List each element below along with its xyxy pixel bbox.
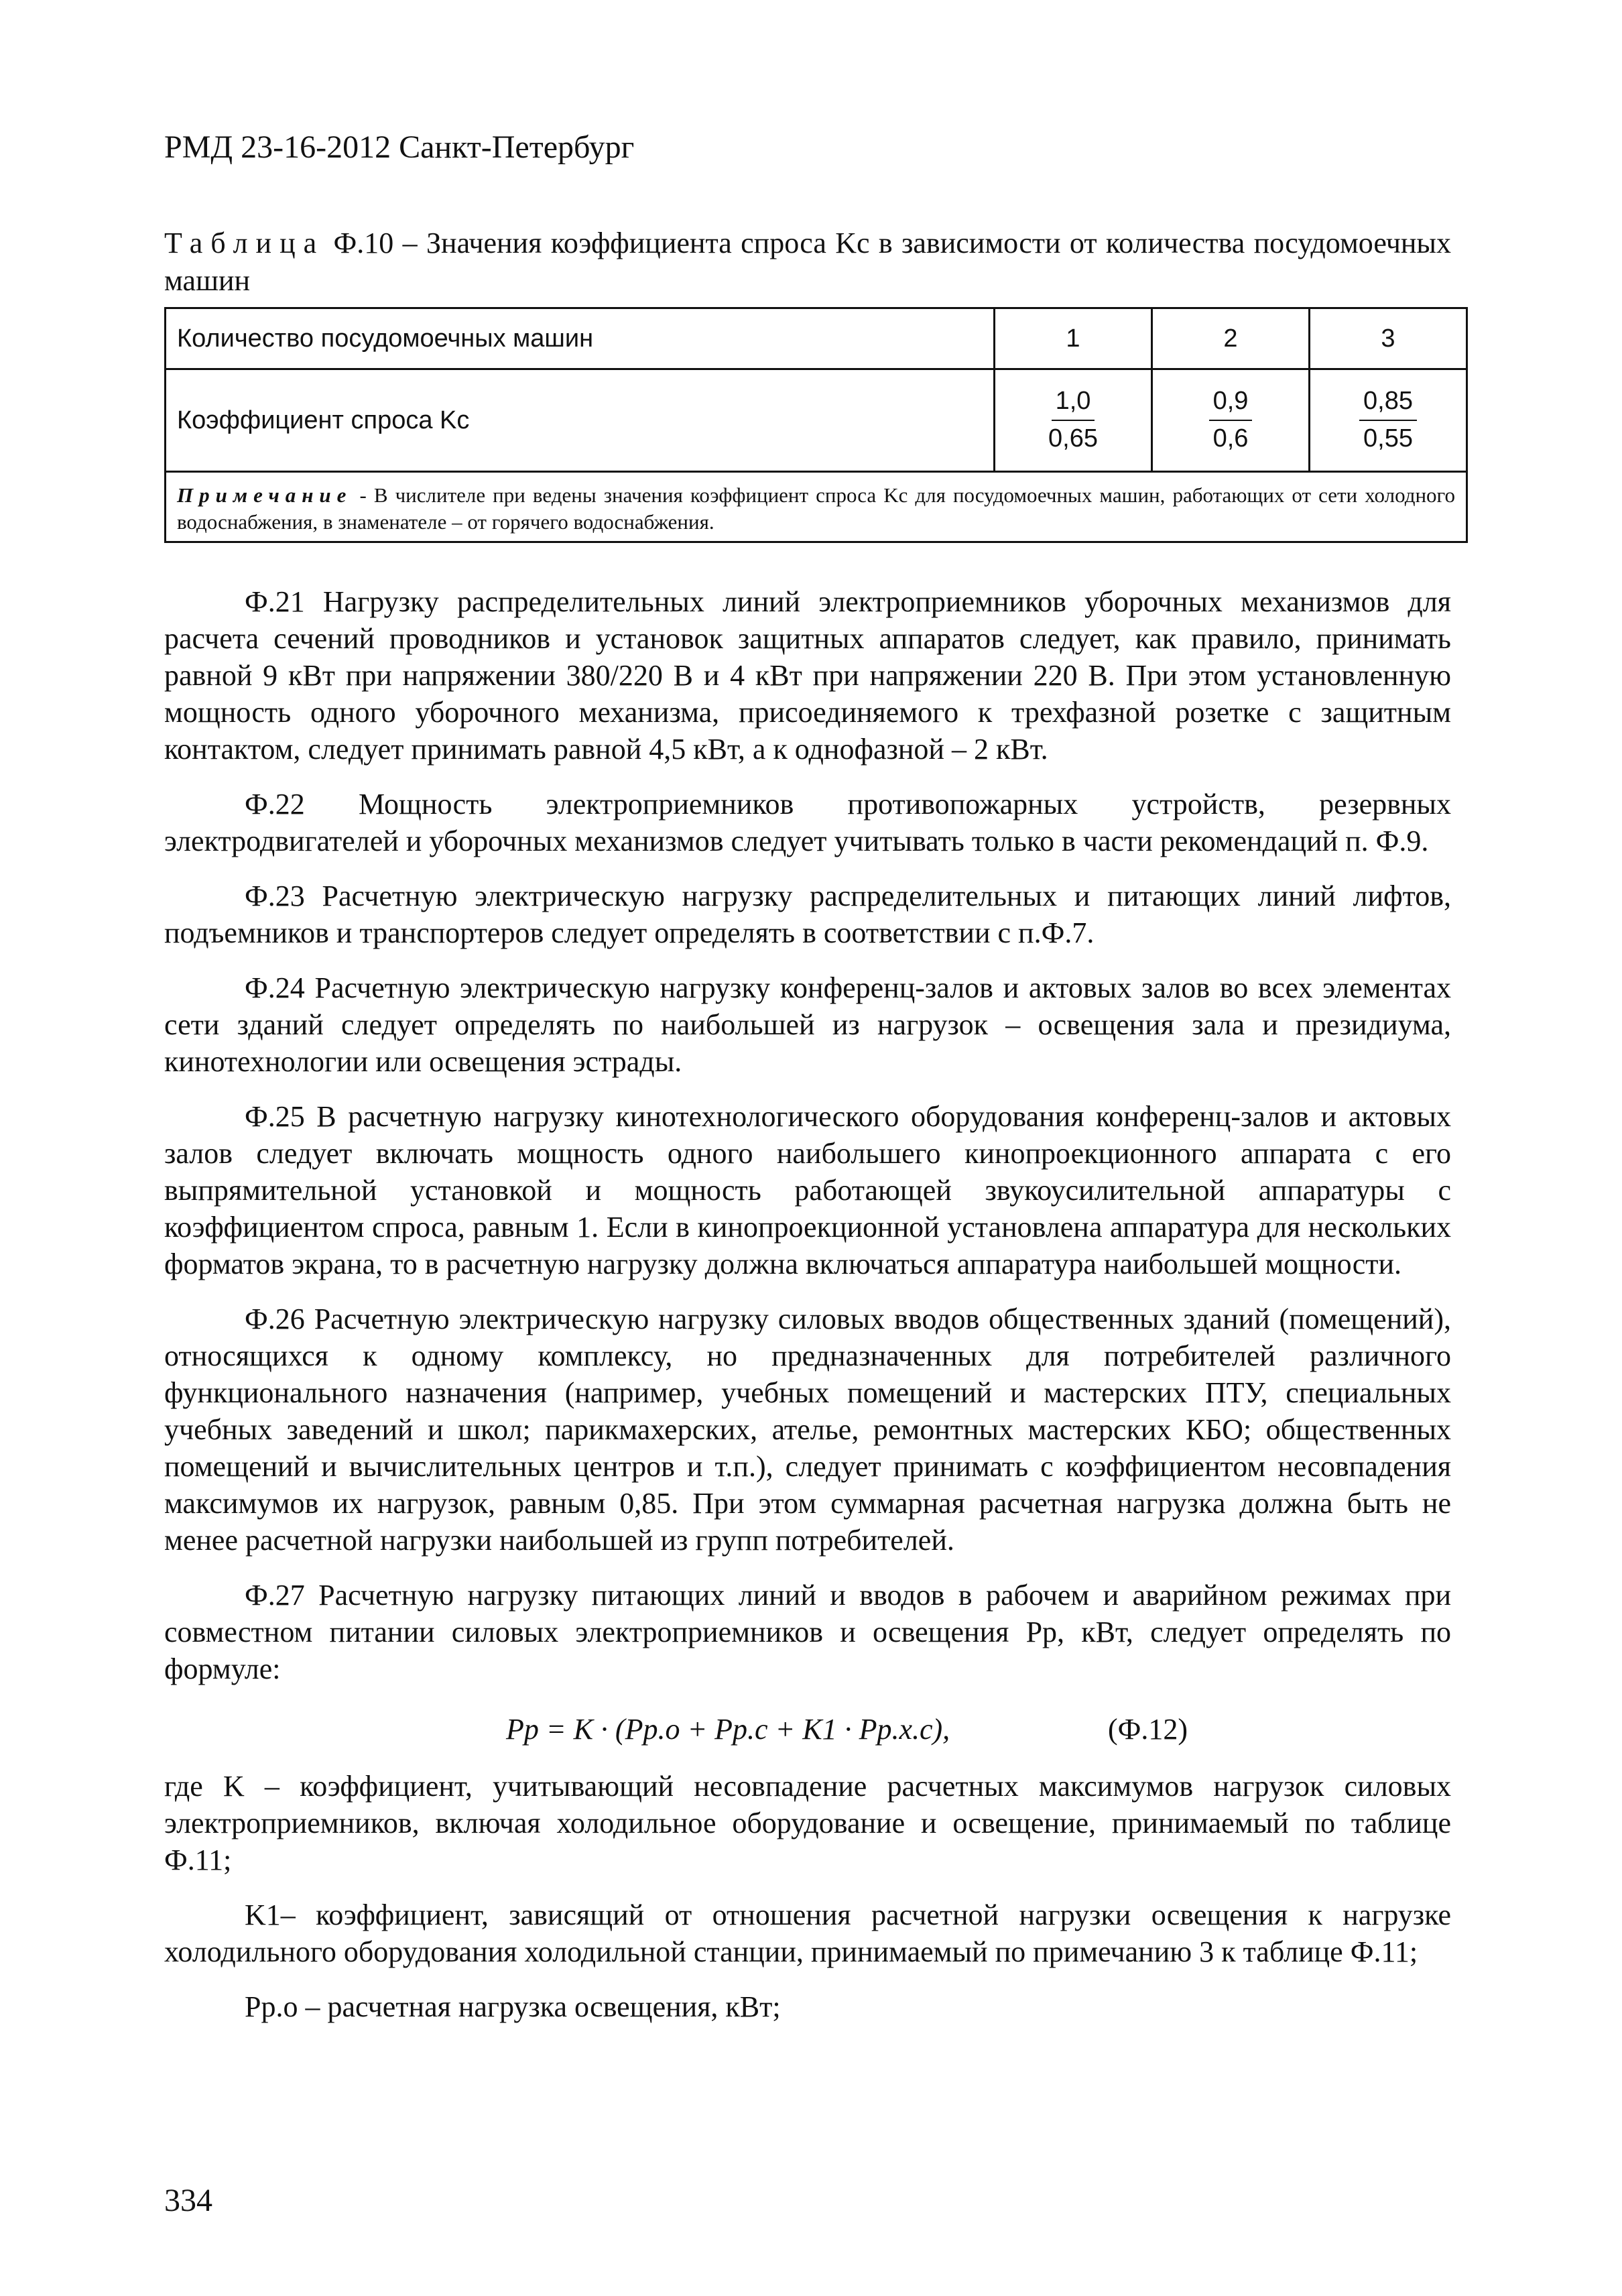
paragraph-f26: Ф.26 Расчетную электрическую нагрузку силовых вводов общественных зданий (помещений), относящихся к одному комплексу, но предназначенных для потребителей различного функционального назначения (например, учебных помещений и мастерских ПТУ, специальных учебных заведений и школ; парикмахерских, ателье, ремонтных мастерских КБО; общественных помещений и вычислительных центров и т.п.), следует принимать с коэффициентом несовпадения максимумов их нагрузок, равным 0,85. При этом суммарная расчетная нагрузка должна быть не менее расчетной нагрузки наибольшей из групп потребителей. xyxy=(164,1303,1451,1557)
formula-expression: Pр = K · (Pр.о + Pр.с + K1 · Pр.х.с), xyxy=(506,1713,950,1746)
coefficient-fraction xyxy=(1359,386,1417,454)
demand-coefficient-table xyxy=(164,307,1468,543)
coefficient-hot: 0,6 xyxy=(1212,424,1249,452)
table-note xyxy=(166,472,1467,542)
note-label: Примечание xyxy=(177,483,353,507)
table-caption xyxy=(164,225,1451,300)
count-cell: 3 xyxy=(1310,308,1467,369)
table-row xyxy=(166,472,1467,542)
paragraph-f22: Ф.22 Мощность электроприемников противопожарных устройств, резервных электродвигателей и уборочных механизмов следует учитывать только в части рекомендаций п. Ф.9. xyxy=(164,788,1451,857)
paragraph-f25: Ф.25 В расчетную нагрузку кинотехнологического оборудования конференц-залов и актовых залов следует включать мощность одного наибольшего кинопроекционного аппарата с его выпрямительной установкой и мощность работающей звукоусилительной аппаратуры с коэффициентом спроса, равным 1. Если в кинопроекционной установлена аппаратура для нескольких форматов экрана, то в расчетную нагрузку должна включаться аппаратура наибольшей мощности. xyxy=(164,1100,1451,1280)
formula-f12 xyxy=(164,1705,1451,1756)
coefficient-cell xyxy=(1152,369,1310,472)
coefficient-cold: 0,85 xyxy=(1359,386,1417,421)
table-row xyxy=(166,369,1467,472)
definition-pro: Pр.о – расчетная нагрузка освещения, кВт; xyxy=(245,1990,781,2023)
paragraph-f21: Ф.21 Нагрузку распределительных линий электроприемников уборочных механизмов для расчета сечений проводников и установок защитных аппаратов следует, как правило, принимать равной 9 кВт при напряжении 380/220 В и 4 кВт при напряжении 220 В. При этом установленную мощность одного уборочного механизма, присоединяемого к трехфазной розетке с защитным контактом, следует принимать равной 4,5 кВт, а к однофазной – 2 кВт. xyxy=(164,585,1451,766)
paragraph-f24: Ф.24 Расчетную электрическую нагрузку конференц-залов и актовых залов во всех элементах сети зданий следует определять по наибольшей из нагрузок – освещения зала и президиума, кинотехнологии или освещения эстрады. xyxy=(164,971,1451,1078)
row-label-coefficient: Коэффициент спроса Kc xyxy=(166,369,995,472)
count-cell: 2 xyxy=(1152,308,1310,369)
paragraph-f27: Ф.27 Расчетную нагрузку питающих линий и вводов в рабочем и аварийном режимах при совместном питании силовых электроприемников и освещения Pр, кВт, следует определять по формуле: xyxy=(164,1579,1451,1685)
formula-number: (Ф.12) xyxy=(1108,1713,1188,1746)
coefficient-fraction xyxy=(1044,386,1102,454)
page-number: 334 xyxy=(164,2183,212,2218)
table-caption-text: Ф.10 – Значения коэффициента спроса Kc в зависимости от количества посудомоечных машин xyxy=(164,227,1451,297)
coefficient-hot: 0,55 xyxy=(1363,424,1413,452)
count-cell: 1 xyxy=(995,308,1152,369)
coefficient-cell xyxy=(995,369,1152,472)
coefficient-cell xyxy=(1310,369,1467,472)
table-row xyxy=(166,308,1467,369)
page-header: РМД 23-16-2012 Санкт-Петербург xyxy=(164,129,635,165)
note-text: - В числителе при ведены значения коэффициент спроса Kc для посудомоечных машин, работающих от сети холодного водоснабжения, в знаменателе – от горячего водоснабжения. xyxy=(177,483,1455,534)
coefficient-cold: 0,9 xyxy=(1209,386,1253,421)
coefficient-hot: 0,65 xyxy=(1048,424,1098,452)
table-caption-label: Таблица xyxy=(164,227,325,259)
definition-k1: K1– коэффициент, зависящий от отношения расчетной нагрузки освещения к нагрузке холодильного оборудования холодильной станции, принимаемый по примечанию 3 к таблице Ф.11; xyxy=(164,1898,1451,1968)
row-label-count: Количество посудомоечных машин xyxy=(166,308,995,369)
definition-k: где K – коэффициент, учитывающий несовпадение расчетных максимумов нагрузок силовых электроприемников, включая холодильное оборудование и освещение, принимаемый по таблице Ф.11; xyxy=(164,1770,1451,1876)
coefficient-cold: 1,0 xyxy=(1052,386,1095,421)
coefficient-fraction xyxy=(1209,386,1253,454)
paragraph-f23: Ф.23 Расчетную электрическую нагрузку распределительных и питающих линий лифтов, подъемников и транспортеров следует определять в соответствии с п.Ф.7. xyxy=(164,880,1451,949)
body-text xyxy=(164,583,1451,2043)
